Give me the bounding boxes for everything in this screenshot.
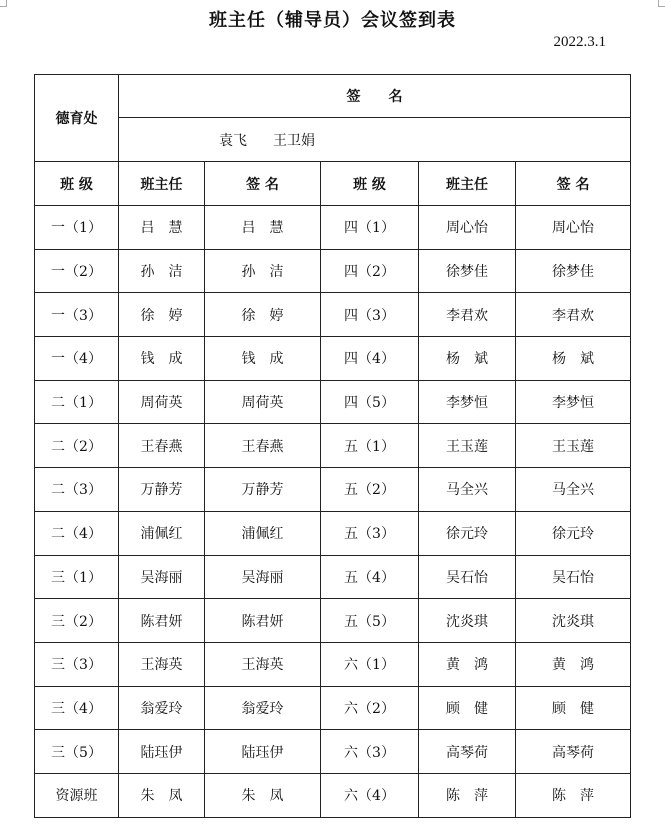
class-cell: 二（4） bbox=[35, 511, 119, 555]
class-cell: 一（1） bbox=[35, 206, 119, 250]
dept-signature-row bbox=[35, 118, 631, 162]
class-cell: 一（2） bbox=[35, 249, 119, 293]
signature-cell: 周心怡 bbox=[516, 206, 631, 250]
column-header: 班主任 bbox=[419, 162, 516, 206]
teacher-cell: 王春燕 bbox=[119, 424, 205, 468]
table-row bbox=[35, 773, 631, 817]
signature-cell: 徐梦佳 bbox=[516, 249, 631, 293]
teacher-cell: 吕 慧 bbox=[119, 206, 205, 250]
teacher-cell: 陈君妍 bbox=[119, 599, 205, 643]
class-cell: 四（4） bbox=[321, 337, 419, 381]
teacher-cell: 朱 凤 bbox=[119, 773, 205, 817]
table-row bbox=[35, 599, 631, 643]
teacher-cell: 高琴荷 bbox=[419, 730, 516, 774]
page-title: 班主任（辅导员）会议签到表 bbox=[209, 10, 456, 31]
class-cell: 五（5） bbox=[321, 599, 419, 643]
table-row bbox=[35, 686, 631, 730]
class-cell: 三（1） bbox=[35, 555, 119, 599]
teacher-cell: 王海英 bbox=[119, 642, 205, 686]
teacher-cell: 吴海丽 bbox=[119, 555, 205, 599]
dept-header-row bbox=[35, 75, 631, 118]
class-cell: 三（4） bbox=[35, 686, 119, 730]
table-row bbox=[35, 293, 631, 337]
signature-cell: 王春燕 bbox=[205, 424, 321, 468]
teacher-cell: 万静芳 bbox=[119, 468, 205, 512]
class-cell: 一（3） bbox=[35, 293, 119, 337]
teacher-cell: 徐 婷 bbox=[119, 293, 205, 337]
teacher-cell: 钱 成 bbox=[119, 337, 205, 381]
signature-cell: 黄 鸿 bbox=[516, 642, 631, 686]
table-row bbox=[35, 511, 631, 555]
dept-label: 德育处 bbox=[35, 75, 119, 162]
signature-cell: 吴石怡 bbox=[516, 555, 631, 599]
signature-cell: 顾 健 bbox=[516, 686, 631, 730]
table-row bbox=[35, 555, 631, 599]
signature-cell: 陈 萍 bbox=[516, 773, 631, 817]
signature-cell: 马全兴 bbox=[516, 468, 631, 512]
table-row bbox=[35, 249, 631, 293]
class-cell: 三（2） bbox=[35, 599, 119, 643]
class-cell: 六（1） bbox=[321, 642, 419, 686]
class-cell: 二（3） bbox=[35, 468, 119, 512]
table-row bbox=[35, 380, 631, 424]
class-cell: 二（1） bbox=[35, 380, 119, 424]
signature-cell: 王海英 bbox=[205, 642, 321, 686]
signature-cell: 沈炎琪 bbox=[516, 599, 631, 643]
class-cell: 六（2） bbox=[321, 686, 419, 730]
signature-cell: 翁爱玲 bbox=[205, 686, 321, 730]
class-cell: 六（3） bbox=[321, 730, 419, 774]
signature-cell: 朱 凤 bbox=[205, 773, 321, 817]
dept-signatures bbox=[119, 118, 631, 162]
class-cell: 五（2） bbox=[321, 468, 419, 512]
dept-signature: 王卫娟 bbox=[273, 132, 315, 149]
dept-signature: 袁飞 bbox=[219, 132, 247, 149]
teacher-cell: 孙 洁 bbox=[119, 249, 205, 293]
class-cell: 三（5） bbox=[35, 730, 119, 774]
signature-cell: 王玉莲 bbox=[516, 424, 631, 468]
teacher-cell: 李君欢 bbox=[419, 293, 516, 337]
signature-cell: 万静芳 bbox=[205, 468, 321, 512]
signature-cell: 浦佩红 bbox=[205, 511, 321, 555]
class-cell: 四（2） bbox=[321, 249, 419, 293]
signature-cell: 杨 斌 bbox=[516, 337, 631, 381]
teacher-cell: 浦佩红 bbox=[119, 511, 205, 555]
sign-header: 签 名 bbox=[119, 75, 631, 118]
teacher-cell: 翁爱玲 bbox=[119, 686, 205, 730]
class-cell: 二（2） bbox=[35, 424, 119, 468]
column-header-row bbox=[35, 162, 631, 206]
class-cell: 五（3） bbox=[321, 511, 419, 555]
signature-cell: 吕 慧 bbox=[205, 206, 321, 250]
column-header: 签 名 bbox=[205, 162, 321, 206]
signature-cell: 徐 婷 bbox=[205, 293, 321, 337]
class-cell: 四（1） bbox=[321, 206, 419, 250]
teacher-cell: 黄 鸿 bbox=[419, 642, 516, 686]
column-header: 班 级 bbox=[35, 162, 119, 206]
signature-cell: 吴海丽 bbox=[205, 555, 321, 599]
signature-cell: 徐元玲 bbox=[516, 511, 631, 555]
class-cell: 一（4） bbox=[35, 337, 119, 381]
class-cell: 五（1） bbox=[321, 424, 419, 468]
signature-cell: 李梦恒 bbox=[516, 380, 631, 424]
class-cell: 五（4） bbox=[321, 555, 419, 599]
teacher-cell: 王玉莲 bbox=[419, 424, 516, 468]
class-cell: 四（5） bbox=[321, 380, 419, 424]
meeting-date: 2022.3.1 bbox=[553, 34, 606, 50]
class-cell: 三（3） bbox=[35, 642, 119, 686]
table-row bbox=[35, 642, 631, 686]
teacher-cell: 周荷英 bbox=[119, 380, 205, 424]
teacher-cell: 沈炎琪 bbox=[419, 599, 516, 643]
teacher-cell: 吴石怡 bbox=[419, 555, 516, 599]
teacher-cell: 徐梦佳 bbox=[419, 249, 516, 293]
table-row bbox=[35, 468, 631, 512]
signature-cell: 陆珏伊 bbox=[205, 730, 321, 774]
signature-cell: 钱 成 bbox=[205, 337, 321, 381]
signature-cell: 陈君妍 bbox=[205, 599, 321, 643]
teacher-cell: 陆珏伊 bbox=[119, 730, 205, 774]
class-cell: 四（3） bbox=[321, 293, 419, 337]
signature-cell: 高琴荷 bbox=[516, 730, 631, 774]
table-row bbox=[35, 424, 631, 468]
class-cell: 资源班 bbox=[35, 773, 119, 817]
table-row bbox=[35, 206, 631, 250]
signature-cell: 孙 洁 bbox=[205, 249, 321, 293]
teacher-cell: 顾 健 bbox=[419, 686, 516, 730]
teacher-cell: 周心怡 bbox=[419, 206, 516, 250]
class-cell: 六（4） bbox=[321, 773, 419, 817]
table-row bbox=[35, 337, 631, 381]
sign-in-table bbox=[34, 74, 631, 818]
signature-cell: 周荷英 bbox=[205, 380, 321, 424]
teacher-cell: 徐元玲 bbox=[419, 511, 516, 555]
table-row bbox=[35, 730, 631, 774]
teacher-cell: 陈 萍 bbox=[419, 773, 516, 817]
signature-cell: 李君欢 bbox=[516, 293, 631, 337]
column-header: 班主任 bbox=[119, 162, 205, 206]
column-header: 班 级 bbox=[321, 162, 419, 206]
teacher-cell: 李梦恒 bbox=[419, 380, 516, 424]
teacher-cell: 马全兴 bbox=[419, 468, 516, 512]
column-header: 签 名 bbox=[516, 162, 631, 206]
teacher-cell: 杨 斌 bbox=[419, 337, 516, 381]
